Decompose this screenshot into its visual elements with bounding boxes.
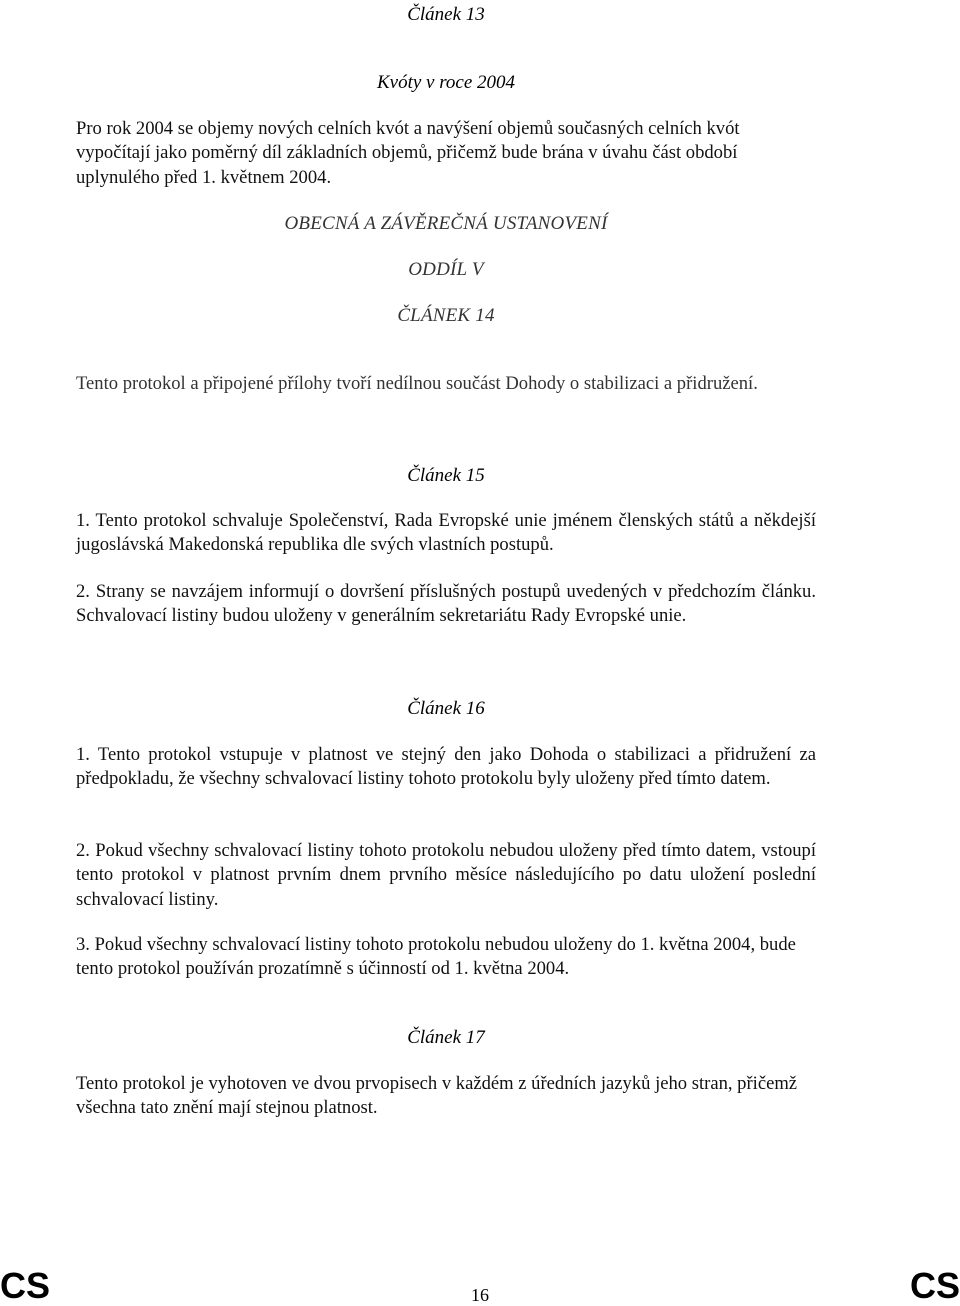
article-15-heading: Článek 15	[407, 465, 485, 486]
section-title: OBECNÁ A ZÁVĚREČNÁ USTANOVENÍ	[284, 213, 608, 234]
article-17-paragraph: Tento protokol je vyhotoven ve dvou prvopisech v každém z úředních jazyků jeho stran, přičemž všechna tato znění mají stejnou platnost.	[76, 1073, 798, 1119]
article-16-heading: Článek 16	[407, 698, 485, 719]
article-16-paragraph-1: 1. Tento protokol vstupuje v platnost ve stejný den jako Dohoda o stabilizaci a přidružení za předpokladu, že všechny schvalovací listiny tohoto protokolu byly uloženy před tímto datem.	[76, 744, 816, 790]
article-13-subheading: Kvóty v roce 2004	[376, 72, 516, 93]
article-16-paragraph-2: 2. Pokud všechny schvalovací listiny tohoto protokolu nebudou uloženy před tímto datem, vstoupí tento protokol v platnost prvním dnem prvního měsíce následujícího po datu uložení poslední schvalovací listiny.	[76, 840, 816, 910]
article-15-paragraph-1: 1. Tento protokol schvaluje Společenství, Rada Evropské unie jménem členských států a někdejší jugoslávská Makedonská republika dle svých vlastních postupů.	[76, 510, 816, 556]
part-title: ODDÍL V	[408, 259, 484, 280]
article-15-paragraph-2: 2. Strany se navzájem informují o dovršení příslušných postupů uvedených v předchozím článku. Schvalovací listiny budou uloženy v generálním sekretariátu Rady Evropské unie.	[76, 581, 816, 627]
article-17-heading: Článek 17	[407, 1027, 485, 1048]
article-14-paragraph: Tento protokol a připojené přílohy tvoří nedílnou součást Dohody o stabilizaci a přidružení.	[76, 373, 758, 394]
language-code-left: CS	[0, 1265, 51, 1306]
article-16-paragraph-3: 3. Pokud všechny schvalovací listiny tohoto protokolu nebudou uloženy do 1. května 2004, bude tento protokol používán prozatímně s účinností od 1. května 2004.	[76, 934, 796, 980]
article-14-heading: ČLÁNEK 14	[397, 305, 495, 326]
article-13-paragraph: Pro rok 2004 se objemy nových celních kvót a navýšení objemů současných celních kvót vypočítají jako poměrný díl základních objemů, přičemž bude brána v úvahu část období uplynulého před 1. květnem 2004.	[76, 118, 740, 188]
page-number: 16	[471, 1285, 489, 1305]
article-13-heading: Článek 13	[407, 4, 485, 25]
language-code-right: CS	[909, 1265, 960, 1306]
